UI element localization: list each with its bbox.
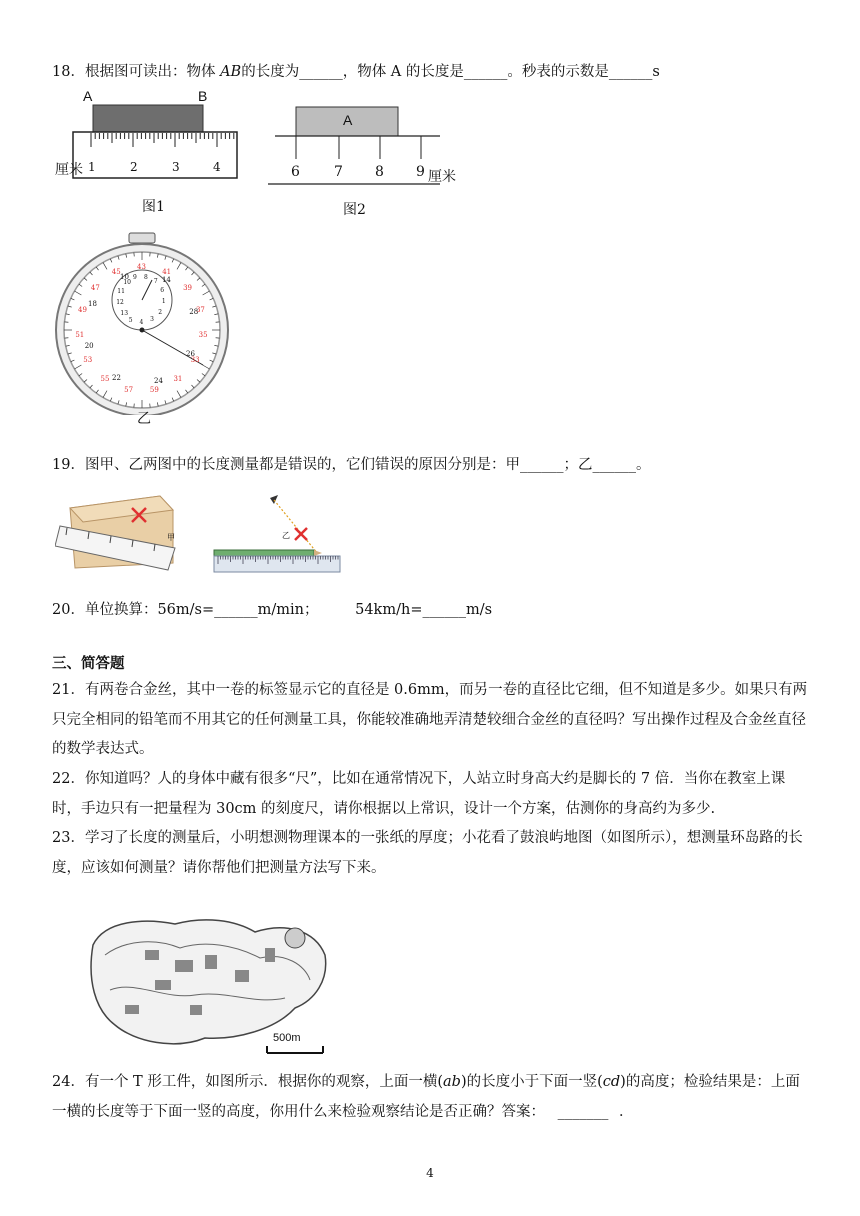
- figure-1-ruler: [55, 88, 245, 218]
- page-number: 4: [426, 1166, 434, 1180]
- figure-2-ruler: [265, 104, 475, 219]
- dial-label-black: 20: [84, 341, 94, 350]
- dial-label-red: 35: [198, 331, 208, 340]
- label-a: A: [83, 88, 93, 104]
- fig-label: 甲: [167, 533, 175, 542]
- fig-label: 乙: [282, 531, 290, 540]
- inner-dial-label: 6: [160, 287, 165, 295]
- tick-label: 2: [130, 160, 138, 174]
- dial-label-red: 47: [90, 283, 100, 292]
- stopwatch-figure: [52, 230, 252, 430]
- label-a: A: [343, 112, 353, 128]
- inner-dial-label: 5: [128, 316, 133, 324]
- dial-label-red: 31: [173, 375, 183, 384]
- dial-label-red: 33: [190, 356, 200, 364]
- dial-label-red: 45: [111, 268, 121, 277]
- inner-dial-label: 3: [150, 316, 154, 324]
- tick-label: 3: [172, 160, 180, 174]
- caption-fig1: 图1: [142, 199, 165, 215]
- dial-label-red: 37: [195, 305, 205, 314]
- tick-label: 8: [375, 164, 384, 180]
- dial-label-red: 53: [83, 356, 93, 364]
- dial-label-red: 49: [78, 305, 87, 314]
- dial-label-red: 51: [75, 331, 85, 340]
- question-21-text: 21．有两卷合金丝，其中一卷的标签显示它的直径是 0.6mm，而另一卷的直径比它细，但不知道是多少。如果只有两只完全相同的铅笔而不用其它的任何测量工具，你能较准确地弄清楚较细合金丝的直径吗？写出操作过程及合金丝直径的数学表达式。: [52, 682, 808, 757]
- figure-yi: [212, 490, 342, 575]
- tick-label: 4: [213, 160, 221, 174]
- question-20-text: 20．单位换算：56m/s=______m/min； 54km/h=______m/s: [52, 602, 493, 618]
- question-19-text: 19．图甲、乙两图中的长度测量都是错误的，它们错误的原因分别是：甲______；乙______。: [52, 457, 651, 473]
- inner-dial-label: 8: [143, 273, 148, 281]
- dial-label-black: 26: [186, 349, 195, 358]
- figure-jia: [55, 488, 195, 573]
- caption-yi: 乙: [137, 411, 151, 427]
- inner-dial-label: 4: [139, 318, 144, 326]
- inner-dial-label: 13: [120, 309, 129, 317]
- unit-label: 厘米: [55, 162, 83, 178]
- inner-dial-label: 10: [123, 279, 131, 287]
- inner-dial-label: 12: [116, 299, 124, 307]
- dial-label-black: 14: [161, 275, 171, 284]
- dial-label-red: 43: [137, 263, 146, 271]
- map-scale-label: 500m: [273, 1032, 301, 1044]
- dial-label-red: 41: [162, 268, 172, 277]
- inner-dial-label: 7: [153, 278, 158, 286]
- dial-label-red: 55: [100, 375, 110, 384]
- inner-dial-label: 2: [158, 308, 163, 316]
- tick-label: 6: [291, 164, 300, 180]
- dial-label-red: 39: [183, 283, 192, 292]
- dial-label-black: 28: [189, 308, 199, 316]
- dial-label-black: 24: [153, 377, 163, 386]
- label-b: B: [198, 88, 208, 104]
- unit-label: 厘米: [428, 169, 456, 185]
- caption-fig2: 图2: [343, 202, 366, 218]
- tick-label: 1: [88, 160, 96, 174]
- tick-label: 9: [416, 164, 425, 180]
- object-ab-block: [93, 105, 203, 133]
- question-24-text: 24．有一个 T 形工件，如图所示．根据你的观察，上面一横(ab)的长度小于下面一竖(cd)的高度；检验结果是：上面一横的长度等于下面一竖的高度，你用什么来检验观察结论是否正确？答案： _______ ．: [52, 1074, 800, 1120]
- question-18-text: 18．根据图可读出：物体 AB的长度为______，物体 A 的长度是______。秒表的示数是______s: [52, 64, 660, 80]
- tick-label: 7: [334, 164, 343, 180]
- inner-dial-label: 1: [161, 298, 166, 306]
- dial-label-red: 57: [124, 385, 134, 394]
- inner-dial-label: 11: [117, 288, 125, 296]
- inner-dial-label: 9: [132, 273, 137, 281]
- section-title: 三、简答题: [52, 656, 125, 672]
- answer-blank[interactable]: _______: [557, 1103, 609, 1120]
- question-22-text: 22．你知道吗？人的身体中藏有很多“尺”，比如在通常情况下，人站立时身高大约是脚长的 7 倍．当你在教室上课时，手边只有一把量程为 30cm 的刻度尺，请你根据以上常识，设计一个方案，估测你的身高约为多少.: [52, 771, 786, 817]
- question-23-text: 23．学习了长度的测量后，小明想测物理课本的一张纸的厚度；小花看了鼓浪屿地图（如图所示），想测量环岛路的长度，应该如何测量？请你帮他们把测量方法写下来。: [52, 830, 803, 876]
- dial-label-red: 59: [149, 385, 159, 394]
- dial-label-black: 18: [87, 300, 97, 309]
- dial-label-black: 22: [112, 374, 121, 382]
- dial-label-black: 10: [120, 272, 129, 281]
- gulangyu-map: [85, 910, 330, 1060]
